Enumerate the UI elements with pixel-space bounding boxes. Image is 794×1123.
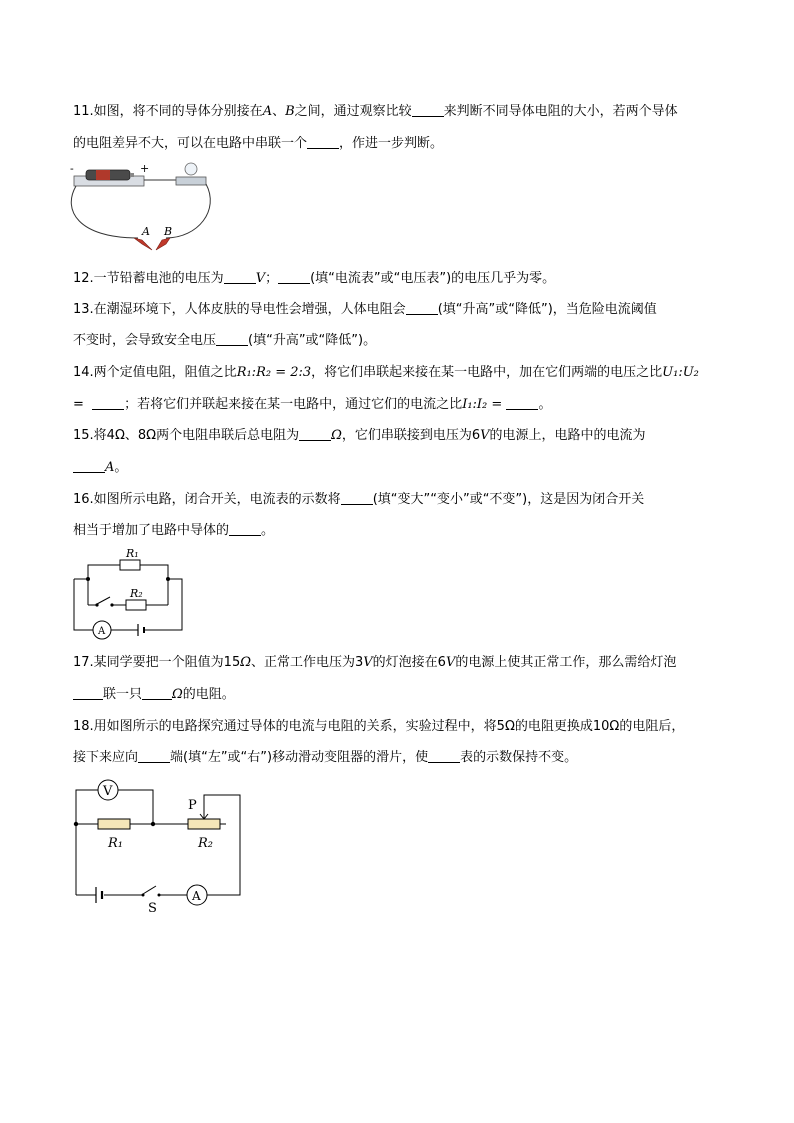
answer-blank[interactable] bbox=[224, 270, 256, 284]
question-text: 13.在潮湿环境下，人体皮肤的导电性会增强，人体电阻会 bbox=[73, 302, 406, 317]
question-13-line-1 bbox=[73, 301, 657, 319]
lamp-bulb-icon bbox=[185, 163, 197, 175]
figure-conductor-test-circuit bbox=[68, 160, 218, 260]
question-17-line-1 bbox=[73, 654, 676, 672]
question-text: 18.用如图所示的电路探究通过导体的电流与电阻的关系，实验过程中，将5Ω的电阻更换成10Ω的电阻后， bbox=[73, 719, 685, 734]
resistor-r2 bbox=[126, 600, 146, 610]
current-ratio: I₁:I₂ = bbox=[462, 397, 503, 412]
question-text: 接下来应向 bbox=[73, 750, 139, 765]
wire bbox=[76, 790, 98, 824]
switch-contact bbox=[142, 894, 145, 897]
wire bbox=[166, 184, 210, 238]
equals-sign: = bbox=[73, 397, 84, 412]
slider-label: P bbox=[188, 798, 197, 813]
voltmeter-label: V bbox=[103, 784, 113, 799]
junction-dot bbox=[86, 577, 90, 581]
question-text: 11.如图，将不同的导体分别接在 bbox=[73, 104, 263, 119]
question-text: 的电源上使其正常工作，那么需给灯泡 bbox=[455, 655, 677, 670]
figure-switch-circuit bbox=[68, 545, 188, 640]
wire bbox=[88, 565, 120, 579]
r2-label: R₂ bbox=[198, 836, 213, 851]
switch-contact bbox=[110, 603, 113, 606]
question-text: 的灯泡接在6 bbox=[372, 655, 446, 670]
question-text: ； bbox=[265, 271, 279, 286]
separator: 、 bbox=[272, 104, 286, 119]
resistor-r1 bbox=[98, 819, 130, 829]
question-16-line-2 bbox=[73, 522, 274, 540]
answer-blank[interactable] bbox=[307, 135, 339, 149]
slider-arrow-icon bbox=[200, 813, 208, 819]
question-text: 联一只 bbox=[103, 687, 143, 702]
question-text: 来判断不同导体电阻的大小，若两个导体 bbox=[443, 104, 678, 119]
answer-blank[interactable] bbox=[138, 749, 170, 763]
switch-blade bbox=[97, 597, 110, 604]
switch-contact bbox=[158, 894, 161, 897]
unit-ohm: Ω bbox=[331, 428, 342, 443]
question-15-line-1 bbox=[73, 427, 646, 445]
wire bbox=[71, 186, 138, 238]
answer-blank[interactable] bbox=[278, 270, 310, 284]
unit-volt: V bbox=[363, 655, 373, 670]
question-11-line-1 bbox=[73, 103, 678, 121]
question-text: (填“升高”或“降低”)，当危险电流阈值 bbox=[437, 302, 657, 317]
clip-a-label: A bbox=[142, 225, 150, 238]
question-text: 、正常工作电压为3 bbox=[251, 655, 364, 670]
unit-ohm: Ω bbox=[240, 655, 251, 670]
answer-blank[interactable] bbox=[229, 522, 261, 536]
point-a-label: A bbox=[262, 104, 273, 119]
answer-blank[interactable] bbox=[92, 396, 124, 410]
r1-label: R₁ bbox=[126, 547, 139, 560]
ammeter-label: A bbox=[98, 626, 106, 637]
question-text: 的电源上，电路中的电流为 bbox=[489, 428, 646, 443]
question-text: 相当于增加了电路中导体的 bbox=[73, 523, 230, 538]
junction-dot bbox=[166, 577, 170, 581]
answer-blank[interactable] bbox=[341, 491, 373, 505]
question-text: (填“升高”或“降低”)。 bbox=[248, 333, 377, 348]
question-text: 15.将4Ω、8Ω两个电阻串联后总电阻为 bbox=[73, 428, 300, 443]
unit-ampere: A bbox=[105, 460, 115, 475]
question-text: 的电阻差异不大，可以在电路中串联一个 bbox=[73, 136, 308, 151]
question-text: 17.某同学要把一个阻值为15 bbox=[73, 655, 241, 670]
unit-ohm: Ω bbox=[172, 687, 183, 702]
switch-contact bbox=[95, 603, 98, 606]
question-text: 端(填“左”或“右”)移动滑动变阻器的滑片，使 bbox=[170, 750, 429, 765]
point-b-label: B bbox=[285, 104, 295, 119]
rheostat-r2 bbox=[188, 819, 220, 829]
r1-label: R₁ bbox=[108, 836, 123, 851]
answer-blank[interactable] bbox=[73, 459, 105, 473]
question-17-line-2 bbox=[73, 686, 235, 704]
question-text: 之间，通过观察比较 bbox=[294, 104, 412, 119]
question-11-line-2 bbox=[73, 135, 443, 153]
question-text: 14.两个定值电阻，阻值之比 bbox=[73, 365, 237, 380]
answer-blank[interactable] bbox=[506, 396, 538, 410]
unit-volt: V bbox=[255, 271, 266, 286]
voltage-ratio: U₁:U₂ bbox=[662, 365, 699, 380]
resistor-r1 bbox=[120, 560, 140, 570]
junction-dot bbox=[151, 822, 155, 826]
question-text: ，它们串联接到电压为6 bbox=[341, 428, 481, 443]
question-text: 的电阻。 bbox=[182, 687, 235, 702]
resistance-ratio: R₁:R₂ = 2:3 bbox=[236, 365, 312, 380]
unit-volt: V bbox=[480, 428, 490, 443]
clip-b-label: B bbox=[164, 225, 173, 238]
question-18-line-1 bbox=[73, 718, 684, 736]
question-12 bbox=[73, 270, 555, 288]
question-18-line-2 bbox=[73, 749, 577, 767]
question-text: 12.一节铅蓄电池的电压为 bbox=[73, 271, 224, 286]
question-16-line-1 bbox=[73, 491, 644, 509]
question-text: 不变时，会导致安全电压 bbox=[73, 333, 217, 348]
r2-label: R₂ bbox=[130, 587, 143, 600]
answer-blank[interactable] bbox=[216, 332, 248, 346]
answer-blank[interactable] bbox=[73, 686, 103, 700]
question-text: (填“变大”“变小”或“不变”)，这是因为闭合开关 bbox=[372, 492, 645, 507]
question-text: 。 bbox=[261, 523, 275, 538]
battery-terminal bbox=[130, 173, 134, 177]
clip-a-icon bbox=[134, 238, 152, 250]
question-14-line-2 bbox=[73, 396, 551, 414]
lamp-holder bbox=[176, 177, 206, 185]
question-text: 16.如图所示电路，闭合开关，电流表的示数将 bbox=[73, 492, 341, 507]
question-15-line-2 bbox=[73, 459, 127, 477]
clip-b-icon bbox=[156, 238, 170, 250]
plus-sign: + bbox=[140, 162, 150, 175]
figure-rheostat-circuit bbox=[68, 775, 248, 915]
question-text: 。 bbox=[114, 460, 128, 475]
junction-dot bbox=[74, 822, 78, 826]
switch-label: S bbox=[148, 901, 157, 915]
question-text: 表的示数保持不变。 bbox=[460, 750, 578, 765]
question-13-line-2 bbox=[73, 332, 376, 350]
question-14-line-1 bbox=[73, 364, 699, 382]
question-text: ；若将它们并联起来接在某一电路中，通过它们的电流之比 bbox=[124, 397, 463, 412]
answer-blank[interactable] bbox=[299, 427, 331, 441]
ammeter-label: A bbox=[192, 889, 201, 903]
question-text: 。 bbox=[538, 397, 552, 412]
answer-blank[interactable] bbox=[428, 749, 460, 763]
question-text: (填“电流表”或“电压表”)的电压几乎为零。 bbox=[310, 271, 556, 286]
answer-blank[interactable] bbox=[412, 103, 444, 117]
answer-blank[interactable] bbox=[406, 301, 438, 315]
minus-sign: - bbox=[70, 162, 74, 175]
answer-blank[interactable] bbox=[142, 686, 172, 700]
question-text: ，作进一步判断。 bbox=[339, 136, 444, 151]
battery-band bbox=[96, 170, 110, 180]
wire bbox=[140, 565, 168, 579]
switch-blade bbox=[143, 886, 156, 894]
question-text: ，将它们串联起来接在某一电路中，加在它们两端的电压之比 bbox=[311, 365, 663, 380]
unit-volt: V bbox=[445, 655, 456, 670]
